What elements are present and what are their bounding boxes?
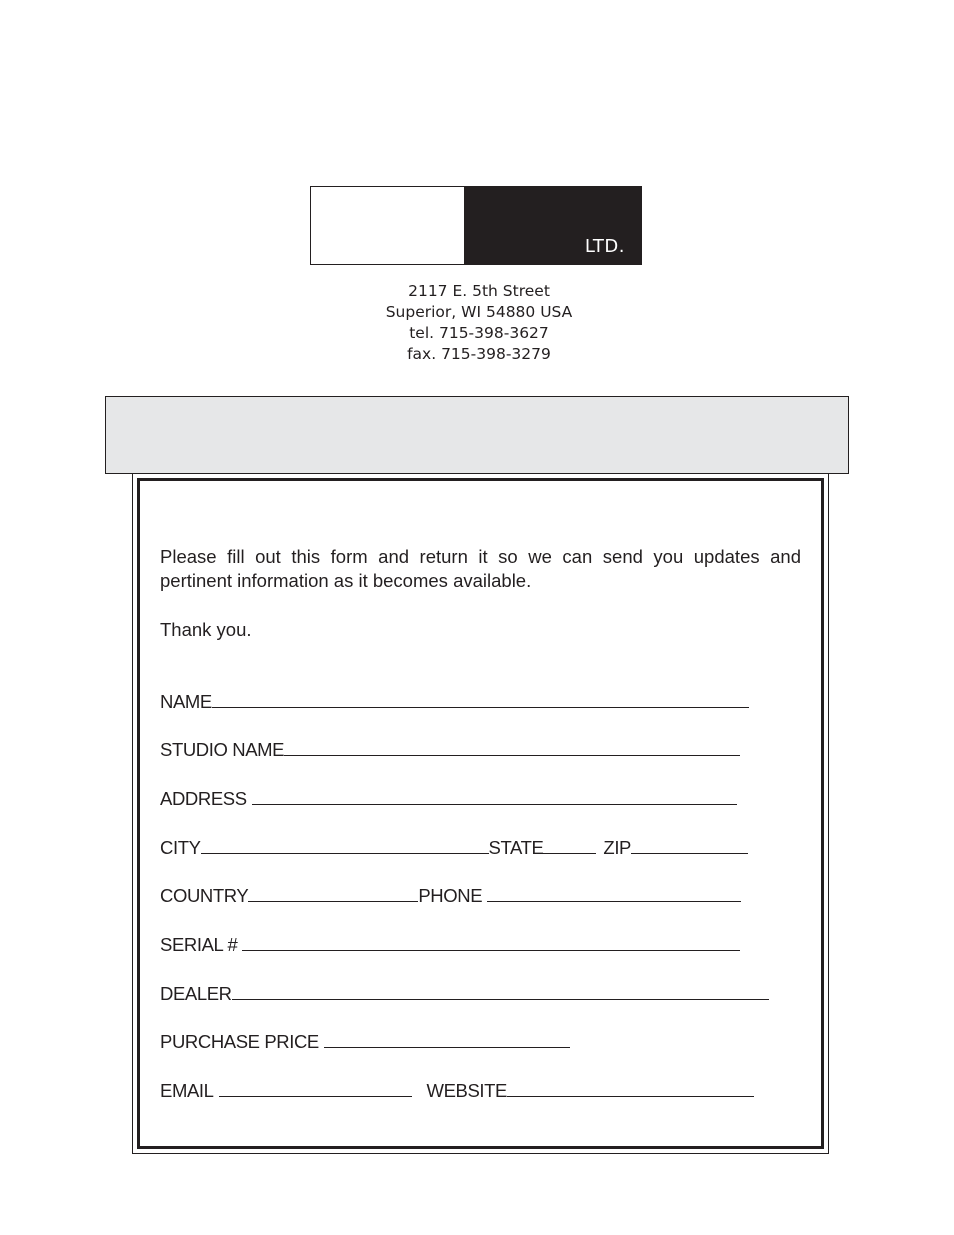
purchase-price-label: PURCHASE PRICE — [160, 1031, 319, 1052]
country-label: COUNTRY — [160, 885, 249, 906]
serial-row — [160, 933, 740, 957]
address-tel: tel. 715-398-3627 — [409, 324, 549, 342]
form-intro-text: Please fill out this form and return it so we can send you updates and pertinent information as it becomes available. — [160, 546, 801, 591]
serial-label: SERIAL # — [160, 934, 238, 955]
header-banner — [105, 396, 849, 474]
dealer-label: DEALER — [160, 983, 232, 1004]
website-field[interactable] — [507, 1096, 754, 1097]
address-fax: fax. 715-398-3279 — [407, 345, 551, 363]
zip-field[interactable] — [631, 853, 748, 854]
form-thanks-text: Thank you. — [160, 619, 252, 640]
purchase-price-row — [160, 1030, 570, 1054]
address-field[interactable] — [252, 804, 737, 805]
phone-field[interactable] — [487, 901, 741, 902]
logo-ltd-text: LTD. — [584, 236, 625, 257]
studio-name-row — [160, 738, 740, 762]
email-field[interactable] — [219, 1096, 412, 1097]
zip-label: ZIP — [603, 837, 632, 858]
dealer-row — [160, 982, 769, 1006]
purchase-price-field[interactable] — [324, 1047, 570, 1048]
name-field[interactable] — [212, 707, 749, 708]
country-row — [160, 884, 741, 908]
phone-label: PHONE — [418, 885, 483, 906]
studio-name-label: STUDIO NAME — [160, 739, 285, 760]
address-label: ADDRESS — [160, 788, 247, 809]
city-label: CITY — [160, 837, 201, 858]
serial-field[interactable] — [242, 950, 740, 951]
state-field[interactable] — [543, 853, 596, 854]
city-field[interactable] — [201, 853, 489, 854]
dealer-field[interactable] — [232, 999, 769, 1000]
email-label: EMAIL — [160, 1080, 214, 1101]
city-row — [160, 836, 748, 860]
name-label: NAME — [160, 691, 212, 712]
name-row — [160, 690, 749, 714]
address-city: Superior, WI 54880 USA — [385, 303, 573, 321]
email-row — [160, 1079, 754, 1103]
state-label: STATE — [488, 837, 544, 858]
country-field[interactable] — [248, 901, 418, 902]
address-row — [160, 787, 737, 811]
company-logo — [310, 186, 641, 265]
studio-name-field[interactable] — [284, 755, 740, 756]
address-street: 2117 E. 5th Street — [408, 282, 550, 300]
website-label: WEBSITE — [426, 1080, 507, 1101]
company-address — [300, 281, 658, 365]
logo-dark-panel — [464, 186, 642, 265]
